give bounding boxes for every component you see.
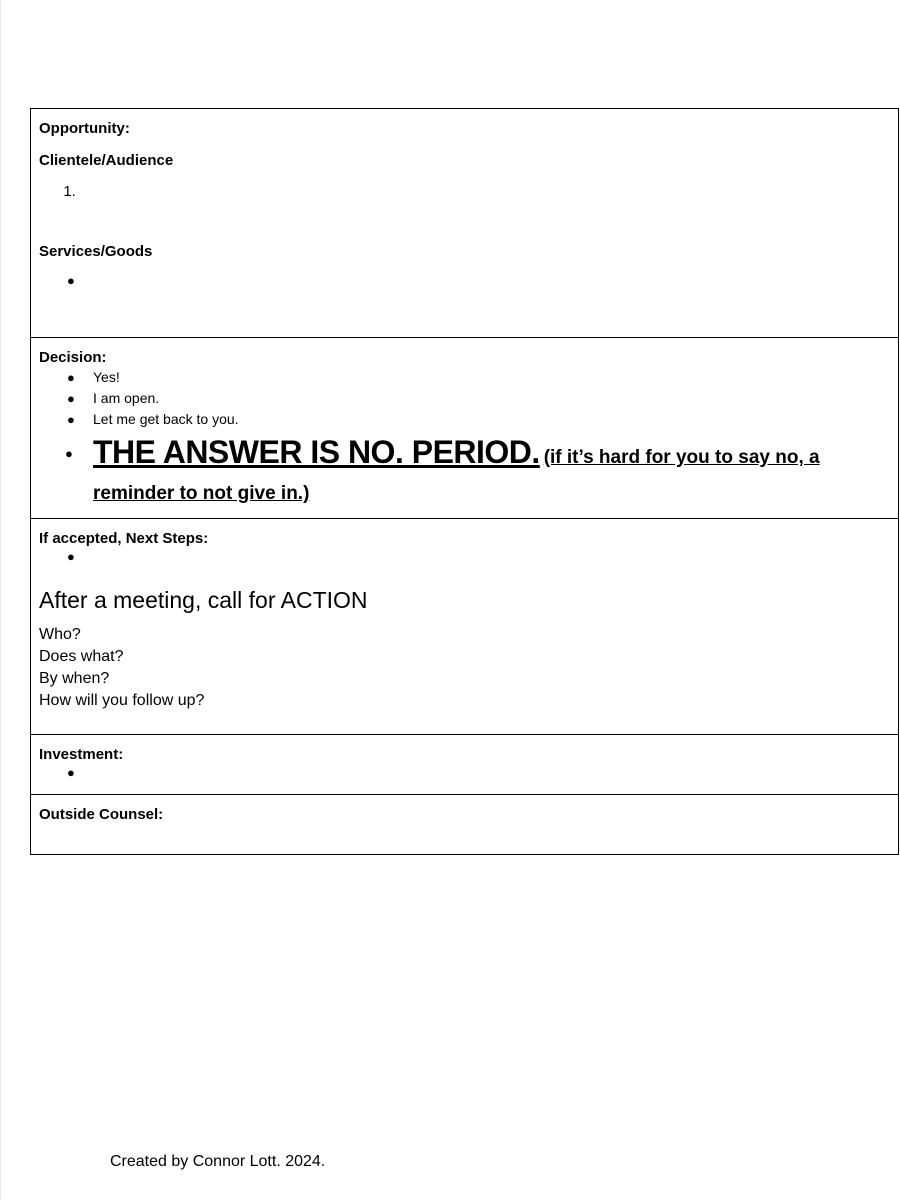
clientele-label: Clientele/Audience [39, 152, 174, 169]
outside-counsel-cell [31, 795, 899, 855]
bullet-icon: ● [67, 765, 75, 780]
next-steps-label: If accepted, Next Steps: [39, 530, 209, 547]
opportunity-label: Opportunity: [39, 120, 130, 137]
investment-row [31, 735, 899, 795]
bullet-icon: ● [67, 549, 75, 564]
opportunity-cell [31, 109, 899, 338]
clientele-list [39, 183, 890, 201]
decision-option-text: Let me get back to you. [93, 411, 239, 427]
bullet-icon: ● [67, 391, 75, 406]
bullet-icon: ● [67, 370, 75, 385]
action-question-follow-up: How will you follow up? [39, 692, 205, 709]
action-question-who: Who? [39, 626, 81, 643]
investment-cell [31, 735, 899, 795]
investment-item[interactable] [67, 764, 890, 782]
bullet-icon: ● [65, 446, 73, 461]
outside-counsel-label: Outside Counsel: [39, 806, 164, 823]
decision-option-text: I am open. [93, 390, 160, 406]
decision-no-note: (if it’s hard for you to say no, a reminder to not give in.) [93, 447, 820, 504]
next-steps-row [31, 519, 899, 735]
clientele-item[interactable] [80, 183, 890, 201]
next-steps-list [39, 548, 890, 566]
decision-options-list [39, 367, 890, 512]
decision-no-main: THE ANSWER IS NO. PERIOD. [93, 434, 540, 470]
action-question-when: By when? [39, 670, 110, 687]
decision-option-open[interactable] [67, 388, 890, 409]
decision-option-no[interactable] [67, 434, 890, 512]
investment-list [39, 764, 890, 782]
action-heading: After a meeting, call for ACTION [39, 587, 368, 613]
next-steps-item[interactable] [67, 548, 890, 566]
services-label: Services/Goods [39, 243, 153, 260]
decision-label: Decision: [39, 349, 107, 366]
services-list [39, 272, 890, 290]
decision-cell [31, 338, 899, 519]
investment-label: Investment: [39, 746, 124, 763]
decision-option-text: Yes! [93, 369, 120, 385]
decision-row [31, 338, 899, 519]
planning-table [30, 108, 899, 855]
bullet-icon: ● [67, 273, 75, 288]
decision-option-yes[interactable] [67, 367, 890, 388]
next-steps-cell [31, 519, 899, 735]
outside-counsel-row [31, 795, 899, 855]
footer-credit: Created by Connor Lott. 2024. [110, 1153, 326, 1170]
bullet-icon: ● [67, 412, 75, 427]
services-item[interactable] [67, 272, 890, 290]
action-question-what: Does what? [39, 648, 124, 665]
opportunity-row [31, 109, 899, 338]
decision-option-later[interactable] [67, 409, 890, 430]
